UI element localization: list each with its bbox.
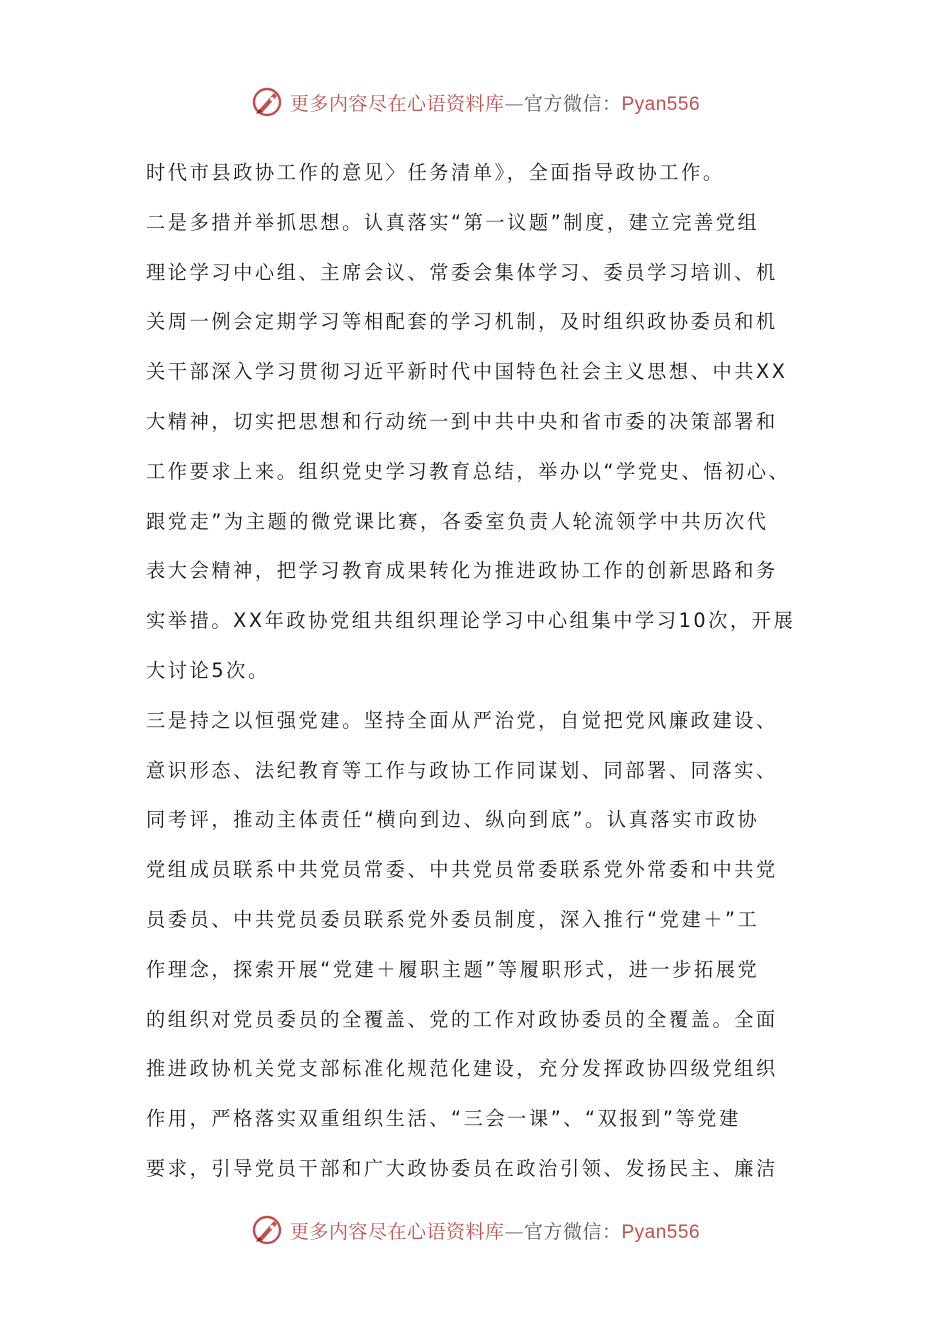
text-line: 要求，引导党员干部和广大政协委员在政治引领、发扬民主、廉洁	[146, 1156, 778, 1180]
text-line: 工作要求上来。组织党史学习教育总结，举办以“学党史、悟初心、	[146, 459, 791, 483]
header-watermark	[0, 82, 950, 122]
pen-seal-icon	[250, 85, 284, 119]
text-line: 同考评，推动主体责任“横向到边、纵向到底”。认真落实市政协	[146, 808, 760, 832]
text-line: 作用，严格落实双重组织生活、“三会一课”、“双报到”等党建	[146, 1107, 741, 1131]
text-line: 推进政协机关党支部标准化规范化建设，充分发挥政协四级党组织	[146, 1057, 778, 1081]
text-line: 二是多措并举抓思想。认真落实“第一议题”制度，建立完善党组	[146, 210, 760, 234]
text-line: 时代市县政协工作的意见〉任务清单》，全面指导政协工作。	[146, 161, 725, 184]
text-line: 三是持之以恒强党建。坚持全面从严治党，自觉把党风廉政建设、	[146, 708, 778, 732]
text-line: 员委员、中共党员委员联系党外委员制度，深入推行“党建＋”工	[146, 907, 760, 931]
text-line: 作理念，探索开展“党建＋履职主题”等履职形式，进一步拓展党	[146, 957, 760, 981]
watermark-text: 更多内容尽在心语资料库—官方微信：Pyan556	[289, 92, 701, 115]
pen-seal-icon	[250, 1213, 284, 1247]
footer-watermark	[0, 1210, 950, 1250]
text-line: 关周一例会定期学习等相配套的学习机制，及时组织政协委员和机	[146, 310, 778, 334]
text-line: 理论学习中心组、主席会议、常委会集体学习、委员学习培训、机	[146, 260, 778, 284]
text-line: 大精神，切实把思想和行动统一到中共中央和省市委的决策部署和	[146, 409, 778, 433]
text-line: 意识形态、法纪教育等工作与政协工作同谋划、同部署、同落实、	[146, 758, 778, 782]
text-line: 关干部深入学习贯彻习近平新时代中国特色社会主义思想、中共XX	[146, 360, 788, 384]
text-line: 的组织对党员委员的全覆盖、党的工作对政协委员的全覆盖。全面	[146, 1007, 778, 1031]
text-line: 党组成员联系中共党员常委、中共党员常委联系党外常委和中共党	[146, 858, 778, 882]
text-line: 跟党走”为主题的微党课比赛，各委室负责人轮流领学中共历次代	[146, 509, 769, 533]
text-line: 实举措。XX年政协党组共组织理论学习中心组集中学习10次，开展	[146, 609, 796, 633]
document-body	[146, 148, 814, 1194]
text-line: 表大会精神，把学习教育成果转化为推进政协工作的创新思路和务	[146, 559, 778, 583]
watermark-text: 更多内容尽在心语资料库—官方微信：Pyan556	[289, 1220, 701, 1243]
text-line: 大讨论5次。	[146, 658, 270, 682]
